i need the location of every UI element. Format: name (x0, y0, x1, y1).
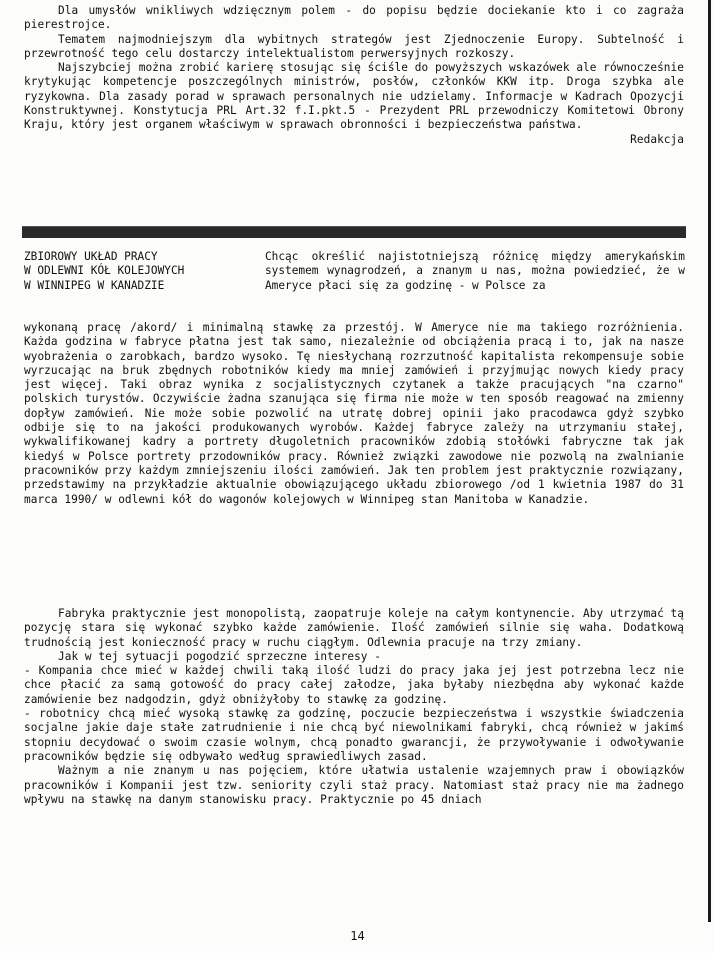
article-lead-column (265, 250, 685, 293)
intro-paragraph: Dla umysłów wnikliwych wdzięcznym polem - do popisu będzie dociekanie kto i co zagraża pierestrojce. (24, 4, 684, 32)
article-paragraph: Fabryka praktycznie jest monopolistą, zaopatruje koleje na całym kontynencie. Aby utrzymać tą pozycję stara się wykonać szybko każde zamówienie. Ilość zamówień silnie się waha. Dodatkową trudnością jest konieczność pracy w ruchu ciągłym. Odlewnia pracuje na trzy zmiany. (24, 607, 684, 649)
article-paragraph: - robotnicy chcą mieć wysoką stawkę za godzinę, poczucie bezpieczeństwa i wszystkie świadczenia socjalne jakie daje stałe zatrudnienie i nie chcą być niewolnikami fabryki, chcą również w jakimś stopniu decydować o swoim czasie wolnym, chcą ponadto gwarancji, że przywoływanie i odwoływanie pracowników będzie się odbywało według sprawiedliwych zasad. (24, 707, 684, 763)
intro-paragraph: Najszybciej można zrobić karierę stosując się ściśle do powyższych wskazówek ale równocześnie krytykując kompetencje poszczególnych ministrów, posłów, członków KKW itp. Droga szybka ale ryzykowna. Dla zasady porad w sprawach personalnych nie udzielamy. Informacje w Kadrach Opozycji Konstruktywnej. Konstytucja PRL Art.32 f.I.pkt.5 - Prezydent PRL przewodniczy Komitetowi Obrony Kraju, który jest organem właściwym w sprawach obronności i bezpieczeństwa państwa. (24, 61, 684, 132)
article-paragraph: Jak w tej sytuacji pogodzić sprzeczne interesy - (58, 649, 381, 663)
section-divider-band (22, 226, 686, 238)
page-edge-rule (708, 0, 711, 922)
intro-section (24, 4, 684, 147)
article-body-continued (24, 607, 684, 807)
article-paragraph: - Kompania chce mieć w każdej chwili taką ilość ludzi do pracy jaka jej jest potrzebna lecz nie chce płacić za samą gotowość do pracy całej załodze, jaka byłaby niezbędna aby wykonać każde zamówienie bez nadgodzin, gdyż obniżyłoby to stawkę za godzinę. (24, 664, 684, 706)
heading-line: ZBIOROWY UKŁAD PRACY (24, 250, 158, 263)
heading-line: W WINNIPEG W KANADZIE (24, 278, 165, 292)
article-heading (24, 250, 264, 293)
article-continuation: wykonaną pracę /akord/ i minimalną stawkę za przestój. W Ameryce nie ma takiego rozróżnienia. Każda godzina w fabryce płatna jest tak samo, niezależnie od obciążenia pracą i to, jak na nasze wyobrażenia o zarobkach, bardzo wysoko. Tę niesłychaną rozrzutność kapitalista rekompensuje sobie wyrzucając na bruk zbędnych robotników kiedy ma mniej zamówień i przyjmując nowych kiedy pracy jest więcej. Taki obraz wynika z socjalistycznych czytanek a także pracujących "na czarno" polskich turystów. Oczywiście żadna szanująca się firma nie może w ten sposób reagować na zmienny dopływ zamówień. Nie może sobie pozwolić na utratę dobrej opinii jako pracodawca gdyż szybko odbije się to na jakości produkowanych wyrobów. Każdej fabryce zależy na utrzymaniu stałej, wykwalifikowanej kadry a portrety długoletnich pracowników zdobią stołówki fabryczne tak jak kiedyś w Polsce portrety przodowników pracy. Również związki zawodowe nie pozwolą na zwalnianie pracowników przy każdym zmniejszeniu ilości zamówień. Jak ten problem jest praktycznie rozwiązany, przedstawimy na przykładzie aktualnie obowiązującego układu zbiorowego /od 1 kwietnia 1987 do 31 marca 1990/ w odlewni kół do wagonów kolejowych w Winnipeg stan Manitoba w Kanadzie. (24, 321, 684, 506)
heading-line: W ODLEWNI KÓŁ KOLEJOWYCH (24, 264, 185, 278)
intro-paragraph: Tematem najmodniejszym dla wybitnych strategów jest Zjednoczenie Europy. Subtelność i przewrotność tego celu dostarczy intelektualistom perwersyjnych rozkoszy. (24, 32, 684, 60)
article-body (24, 321, 684, 507)
article-paragraph: Ważnym a nie znanym u nas pojęciem, które ułatwia ustalenie wzajemnych praw i obowiązków pracowników i Kompanii jest tzw. seniority czyli staż pracy. Natomiast staż pracy nie ma żadnego wpływu na stawkę na danym stanowisku pracy. Praktycznie po 45 dniach (24, 764, 684, 806)
signature: Redakcja (630, 132, 684, 146)
lead-text: Chcąc określić najistotniejszą różnicę między amerykańskim systemem wynagrodzeń, a znanym u nas, można powiedzieć, że w Ameryce płaci się za godzinę - w Polsce za (265, 250, 685, 292)
page-number: 14 (350, 929, 365, 943)
